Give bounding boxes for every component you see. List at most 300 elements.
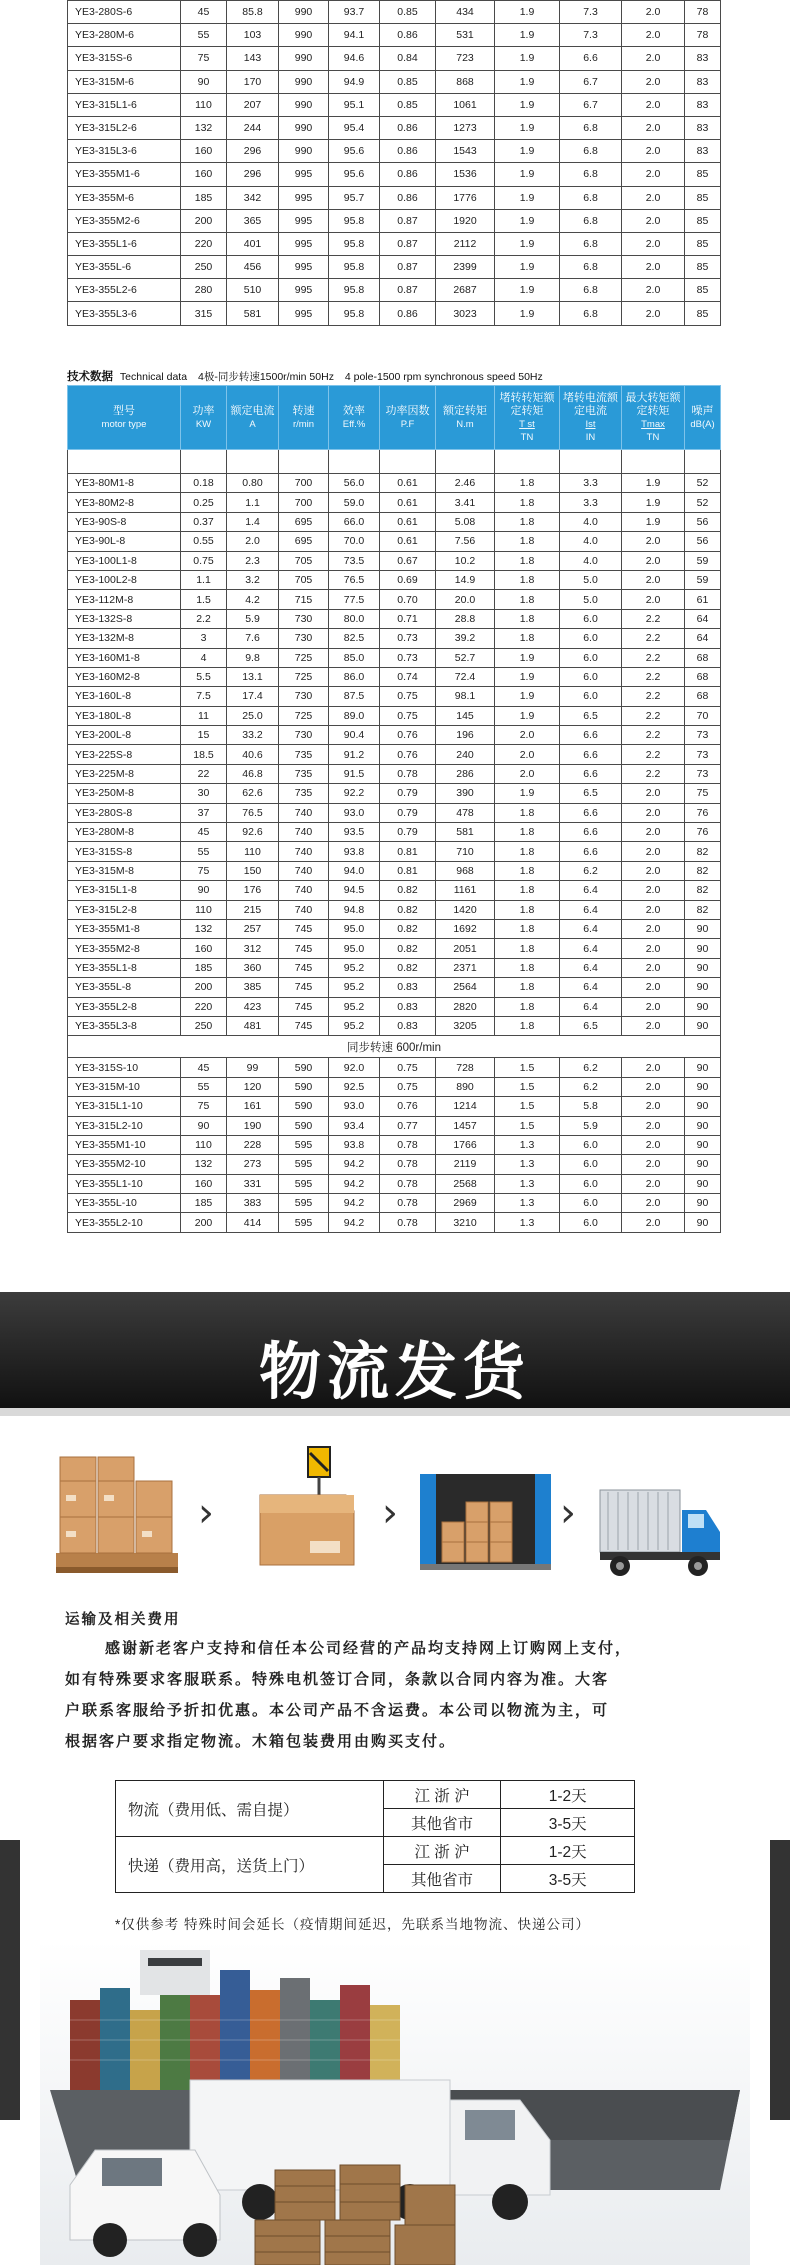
spec-value-cell: 0.55 [181,532,227,551]
spec-8pole-row [68,842,721,861]
spec-value-cell: 1.8 [495,900,560,919]
motor-model-cell: YE3-355L3-8 [68,1016,181,1035]
spec-8pole-row [68,978,721,997]
spec-value-cell: 6.7 [560,93,622,116]
spec-value-cell: 1.9 [495,140,560,163]
spec-value-cell: 90 [685,919,721,938]
spec-value-cell: 725 [279,667,329,686]
time-cell: 1-2天 [501,1837,635,1865]
spec-value-cell: 220 [181,997,227,1016]
spec-6pole-row [68,24,721,47]
spec-value-cell: 87.5 [329,687,380,706]
spec-value-cell: 2.0 [227,532,279,551]
spec-value-cell: 83 [685,47,721,70]
spec-value-cell: 2.0 [622,842,685,861]
spec-value-cell: 6.0 [560,1155,622,1174]
spec-value-cell: 385 [227,978,279,997]
spec-value-cell: 0.84 [380,47,436,70]
spec-value-cell: 64 [685,609,721,628]
spec-value-cell: 296 [227,140,279,163]
spec-value-cell: 62.6 [227,784,279,803]
table-header-row [68,386,721,450]
spec-value-cell: 94.2 [329,1194,380,1213]
spec-value-cell: 1.5 [181,590,227,609]
spec-value-cell: 0.61 [380,474,436,493]
spec-value-cell: 2.0 [495,726,560,745]
spec-value-cell: 1.4 [227,512,279,531]
time-cell: 3-5天 [501,1865,635,1893]
loaded-truck-icon [418,1472,553,1582]
spec-value-cell: 735 [279,764,329,783]
spec-value-cell: 6.0 [560,687,622,706]
spec-value-cell: 2.0 [622,532,685,551]
spec-value-cell: 1.9 [495,1,560,24]
spec-value-cell: 1.9 [622,493,685,512]
spec-value-cell: 6.0 [560,667,622,686]
spec-value-cell: 4.0 [560,532,622,551]
spec-8pole-row [68,881,721,900]
spec-value-cell: 160 [181,1174,227,1193]
spec-value-cell: 160 [181,163,227,186]
spec-value-cell: 1.9 [495,706,560,725]
spec-10pole-row [68,1116,721,1135]
spec-value-cell: 342 [227,186,279,209]
spec-value-cell: 83 [685,93,721,116]
spec-value-cell: 581 [227,302,279,325]
spec-value-cell: 6.6 [560,726,622,745]
spec-value-cell: 90 [685,1213,721,1232]
motor-model-cell: YE3-280M-8 [68,823,181,842]
spec-value-cell: 5.8 [560,1097,622,1116]
spec-value-cell: 94.2 [329,1213,380,1232]
spec-value-cell: 1.8 [495,881,560,900]
spec-value-cell: 1.9 [495,209,560,232]
delivery-truck-icon [598,1488,723,1580]
spec-8pole-row [68,726,721,745]
spec-value-cell: 990 [279,47,329,70]
motor-model-cell: YE3-280M-6 [68,24,181,47]
spec-value-cell: 0.85 [380,70,436,93]
spec-value-cell: 1457 [436,1116,495,1135]
spec-value-cell: 55 [181,24,227,47]
spec-value-cell: 7.5 [181,687,227,706]
spec-value-cell: 2.0 [622,1077,685,1096]
motor-model-cell: YE3-355M1-10 [68,1135,181,1154]
spec-value-cell: 740 [279,881,329,900]
motor-model-cell: YE3-160M2-8 [68,667,181,686]
spec-value-cell: 0.81 [380,842,436,861]
spec-value-cell: 1.9 [495,163,560,186]
motor-model-cell: YE3-315L1-10 [68,1097,181,1116]
spec-value-cell: 93.7 [329,1,380,24]
motor-model-cell: YE3-80M2-8 [68,493,181,512]
spec-value-cell: 705 [279,570,329,589]
spec-value-cell: 0.86 [380,163,436,186]
shipping-row [116,1781,635,1809]
spec-6pole-row [68,279,721,302]
spec-value-cell: 95.6 [329,140,380,163]
motor-model-cell: YE3-225S-8 [68,745,181,764]
spec-value-cell: 95.1 [329,93,380,116]
spec-value-cell: 2371 [436,958,495,977]
spec-value-cell: 83 [685,116,721,139]
spec-value-cell: 6.7 [560,70,622,93]
spec-value-cell: 1.8 [495,997,560,1016]
spec-value-cell: 590 [279,1116,329,1135]
spec-value-cell: 0.61 [380,493,436,512]
spec-value-cell: 56 [685,532,721,551]
spec-value-cell: 6.8 [560,279,622,302]
spec-value-cell: 1.8 [495,939,560,958]
motor-model-cell: YE3-355M2-10 [68,1155,181,1174]
spec-value-cell: 740 [279,861,329,880]
spec-value-cell: 725 [279,706,329,725]
motor-model-cell: YE3-315S-8 [68,842,181,861]
spec-value-cell: 6.8 [560,256,622,279]
spec-value-cell: 0.87 [380,232,436,255]
spec-value-cell: 145 [436,706,495,725]
spec-value-cell: 2.0 [622,939,685,958]
spec-value-cell: 75 [181,47,227,70]
spec-value-cell: 0.69 [380,570,436,589]
spec-value-cell: 740 [279,842,329,861]
spec-value-cell: 1.8 [495,919,560,938]
spec-value-cell: 95.6 [329,163,380,186]
spec-value-cell: 66.0 [329,512,380,531]
spec-6pole-row [68,140,721,163]
spec-8pole-row [68,609,721,628]
spec-6pole-row [68,93,721,116]
spec-value-cell: 11 [181,706,227,725]
spec-value-cell: 95.7 [329,186,380,209]
spec-value-cell: 456 [227,256,279,279]
spec-value-cell: 2.46 [436,474,495,493]
spec-value-cell: 1.9 [622,474,685,493]
spec-value-cell: 91.2 [329,745,380,764]
spec-value-cell: 6.6 [560,803,622,822]
spec-value-cell: 1.9 [495,302,560,325]
spec-value-cell: 77.5 [329,590,380,609]
spec-value-cell: 2.0 [622,1116,685,1135]
spec-value-cell: 90 [685,997,721,1016]
spec-value-cell: 745 [279,1016,329,1035]
motor-model-cell: YE3-355M2-8 [68,939,181,958]
spec-value-cell: 75 [181,1097,227,1116]
spec-value-cell: 2.0 [622,70,685,93]
spec-value-cell: 2112 [436,232,495,255]
spec-value-cell: 0.82 [380,958,436,977]
spec-8pole-row [68,629,721,648]
spec-value-cell: 1.9 [622,512,685,531]
spec-value-cell: 161 [227,1097,279,1116]
spec-value-cell: 723 [436,47,495,70]
spec-value-cell: 5.5 [181,667,227,686]
spec-value-cell: 2.2 [181,609,227,628]
spec-value-cell: 2.0 [622,1,685,24]
spec-6pole-row [68,47,721,70]
spec-value-cell: 6.0 [560,629,622,648]
spec-value-cell: 0.71 [380,609,436,628]
spec-value-cell: 2.0 [622,861,685,880]
spec-value-cell: 1.3 [495,1155,560,1174]
spec-value-cell: 1.8 [495,958,560,977]
spec-value-cell: 2.0 [622,279,685,302]
spec-value-cell: 995 [279,279,329,302]
spec-value-cell: 968 [436,861,495,880]
spec-value-cell: 78 [685,24,721,47]
transport-scene-image [40,1940,750,2265]
spec-8pole-row [68,997,721,1016]
motor-model-cell: YE3-355L1-8 [68,958,181,977]
spec-value-cell: 0.77 [380,1116,436,1135]
spec-value-cell: 99 [227,1058,279,1077]
spec-value-cell: 132 [181,919,227,938]
spec-value-cell: 170 [227,70,279,93]
spec-value-cell: 595 [279,1174,329,1193]
header-efficiency: 效率 Eff.% [329,386,380,450]
spec-value-cell: 2.0 [622,1213,685,1232]
spec-value-cell: 91.5 [329,764,380,783]
spec-value-cell: 1.9 [495,70,560,93]
spec-8pole-row [68,958,721,977]
spec-value-cell: 2.0 [622,256,685,279]
spec-value-cell: 6.5 [560,784,622,803]
spec-value-cell: 730 [279,629,329,648]
spec-value-cell: 94.6 [329,47,380,70]
spec-value-cell: 1.8 [495,842,560,861]
caption-title-cn: 技术数据 [67,371,113,383]
spec-value-cell: 76 [685,823,721,842]
spec-value-cell: 1273 [436,116,495,139]
spec-value-cell: 1.8 [495,532,560,551]
spec-value-cell: 94.0 [329,861,380,880]
arrow-2-icon: › [382,1490,398,1536]
spec-value-cell: 745 [279,939,329,958]
motor-model-cell: YE3-315L2-8 [68,900,181,919]
spec-value-cell: 61 [685,590,721,609]
spec-value-cell: 1.8 [495,474,560,493]
motor-model-cell: YE3-280S-6 [68,1,181,24]
spec-value-cell: 0.75 [380,1077,436,1096]
spec-8pole-row [68,667,721,686]
motor-model-cell: YE3-355L-6 [68,256,181,279]
crane-box-icon [250,1445,362,1570]
spec-value-cell: 93.0 [329,803,380,822]
spec-value-cell: 93.8 [329,842,380,861]
spec-value-cell: 2.0 [622,1097,685,1116]
spec-8pole-row [68,784,721,803]
spec-value-cell: 1.3 [495,1194,560,1213]
spec-value-cell: 6.4 [560,978,622,997]
spec-value-cell: 94.2 [329,1155,380,1174]
spec-value-cell: 478 [436,803,495,822]
spec-value-cell: 72.4 [436,667,495,686]
spec-value-cell: 3.3 [560,493,622,512]
spec-value-cell: 2.0 [622,209,685,232]
spec-value-cell: 710 [436,842,495,861]
spec-value-cell: 2.2 [622,648,685,667]
spec-value-cell: 15 [181,726,227,745]
spec-value-cell: 1.8 [495,823,560,842]
spec-value-cell: 59.0 [329,493,380,512]
banner-divider [0,1408,790,1416]
spec-value-cell: 4.0 [560,551,622,570]
spec-value-cell: 0.75 [380,1058,436,1077]
spec-value-cell: 0.82 [380,919,436,938]
spec-value-cell: 995 [279,256,329,279]
header-speed: 转速 r/min [279,386,329,450]
spec-value-cell: 1061 [436,93,495,116]
spec-10pole-row [68,1058,721,1077]
spec-value-cell: 590 [279,1058,329,1077]
spec-10pole-row [68,1135,721,1154]
spec-value-cell: 110 [181,1135,227,1154]
motor-model-cell: YE3-355L3-6 [68,302,181,325]
spec-value-cell: 0.86 [380,116,436,139]
spec-value-cell: 990 [279,70,329,93]
spec-value-cell: 1.9 [495,256,560,279]
spec-8pole-row [68,648,721,667]
spec-value-cell: 990 [279,1,329,24]
region-cell: 江 浙 沪 [383,1781,501,1809]
spec-value-cell: 9.8 [227,648,279,667]
spec-value-cell: 215 [227,900,279,919]
spec-value-cell: 296 [227,163,279,186]
spec-value-cell: 7.3 [560,24,622,47]
spec-value-cell: 401 [227,232,279,255]
spec-value-cell: 20.0 [436,590,495,609]
spec-value-cell: 6.0 [560,1194,622,1213]
spec-value-cell: 4 [181,648,227,667]
spec-value-cell: 2.0 [622,116,685,139]
spec-value-cell: 95.2 [329,978,380,997]
spec-value-cell: 745 [279,978,329,997]
caption-speed-cn: 4极-同步转速1500r/min 50Hz [197,371,334,383]
spec-value-cell: 82 [685,900,721,919]
spec-value-cell: 17.4 [227,687,279,706]
spec-value-cell: 273 [227,1155,279,1174]
spec-value-cell: 5.0 [560,570,622,589]
motor-model-cell: YE3-355L-10 [68,1194,181,1213]
spec-value-cell: 120 [227,1077,279,1096]
spec-value-cell: 160 [181,140,227,163]
spec-value-cell: 2.0 [622,803,685,822]
spec-value-cell: 150 [227,861,279,880]
motor-model-cell: YE3-132M-8 [68,629,181,648]
spec-value-cell: 95.8 [329,256,380,279]
header-model: 型号 motor type [68,386,181,450]
technical-data-caption [67,368,767,384]
spec-value-cell: 1.9 [495,186,560,209]
spec-value-cell: 2399 [436,256,495,279]
spec-value-cell: 95.4 [329,116,380,139]
spec-value-cell: 0.82 [380,881,436,900]
spec-value-cell: 1.9 [495,648,560,667]
spec-value-cell: 0.75 [181,551,227,570]
spec-value-cell: 28.8 [436,609,495,628]
spec-value-cell: 76 [685,803,721,822]
spec-value-cell: 2.0 [495,745,560,764]
spec-8pole-row [68,532,721,551]
spec-value-cell: 6.4 [560,997,622,1016]
motor-model-cell: YE3-315L2-6 [68,116,181,139]
spec-value-cell: 1.5 [495,1058,560,1077]
spec-8pole-row [68,493,721,512]
spec-value-cell: 1.9 [495,279,560,302]
spec-value-cell: 90 [685,1077,721,1096]
spec-value-cell: 595 [279,1194,329,1213]
spec-value-cell: 6.4 [560,919,622,938]
spec-value-cell: 0.75 [380,706,436,725]
spec-value-cell: 45 [181,1,227,24]
spec-value-cell: 13.1 [227,667,279,686]
spec-value-cell: 590 [279,1077,329,1096]
spec-value-cell: 0.25 [181,493,227,512]
spec-value-cell: 2.0 [622,93,685,116]
spec-value-cell: 990 [279,140,329,163]
spec-value-cell: 200 [181,978,227,997]
shipping-time-table [115,1780,635,1893]
spec-value-cell: 0.83 [380,1016,436,1035]
spec-value-cell: 52 [685,493,721,512]
spec-value-cell: 2564 [436,978,495,997]
spec-value-cell: 1.8 [495,570,560,589]
spec-value-cell: 37 [181,803,227,822]
spec-table-8pole-grid [67,385,721,1233]
spec-value-cell: 55 [181,1077,227,1096]
spec-value-cell: 95.2 [329,997,380,1016]
express-option: 快递（费用高，送货上门） [116,1837,384,1893]
spec-value-cell: 1.3 [495,1174,560,1193]
spec-value-cell: 90 [685,1097,721,1116]
spec-value-cell: 1.8 [495,493,560,512]
spec-value-cell: 990 [279,116,329,139]
spec-value-cell: 0.80 [227,474,279,493]
spec-table-8pole [67,385,720,1233]
spec-value-cell: 6.4 [560,900,622,919]
spec-value-cell: 90 [181,881,227,900]
spec-value-cell: 0.61 [380,532,436,551]
spec-value-cell: 0.78 [380,1155,436,1174]
spec-value-cell: 98.1 [436,687,495,706]
spec-value-cell: 995 [279,302,329,325]
spec-value-cell: 990 [279,93,329,116]
spec-value-cell: 6.6 [560,764,622,783]
spec-value-cell: 6.0 [560,1135,622,1154]
spec-8pole-row [68,861,721,880]
motor-model-cell: YE3-160M1-8 [68,648,181,667]
spec-value-cell: 68 [685,648,721,667]
spec-10pole-row [68,1174,721,1193]
spec-value-cell: 6.0 [560,609,622,628]
spec-value-cell: 6.0 [560,1174,622,1193]
spec-value-cell: 103 [227,24,279,47]
spec-value-cell: 73.5 [329,551,380,570]
spec-value-cell: 92.6 [227,823,279,842]
spec-value-cell: 94.1 [329,24,380,47]
caption-title-en: Technical data [119,371,188,383]
spec-value-cell: 95.0 [329,919,380,938]
spec-value-cell: 2820 [436,997,495,1016]
logistics-option: 物流（费用低、需自提） [116,1781,384,1837]
spec-value-cell: 89.0 [329,706,380,725]
spec-value-cell: 6.8 [560,232,622,255]
logistics-heading: 运输及相关费用 [65,1612,181,1628]
spec-value-cell: 30 [181,784,227,803]
spec-8pole-row [68,474,721,493]
spec-value-cell: 1214 [436,1097,495,1116]
spec-value-cell: 590 [279,1097,329,1116]
